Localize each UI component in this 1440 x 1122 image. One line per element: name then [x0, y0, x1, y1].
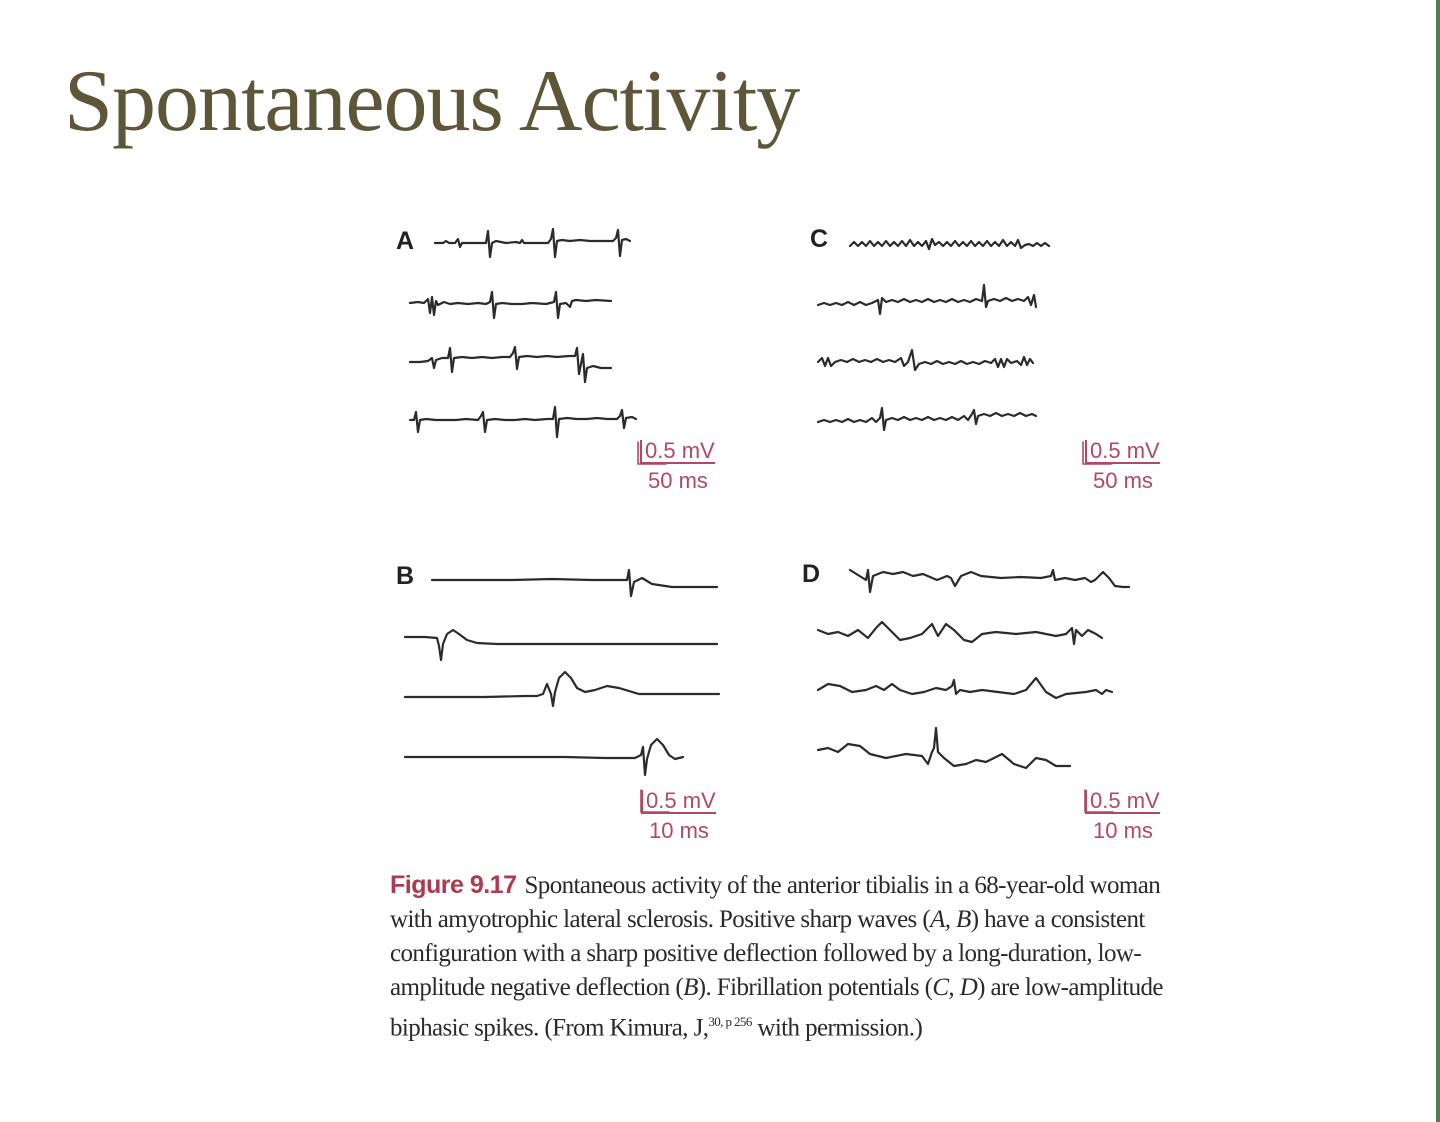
caption-ref-b: B — [683, 974, 698, 1001]
caption-ref-cd: C, D — [932, 974, 978, 1001]
panel-c-traces — [818, 239, 1111, 464]
panel-a-label: A — [396, 227, 415, 255]
panel-b-scale-time: 10 ms — [649, 818, 709, 843]
caption-text-5: with permission.) — [751, 1014, 923, 1042]
panel-d-traces — [818, 570, 1129, 812]
panel-a-scale-time: 50 ms — [648, 468, 708, 493]
figure-number: Figure 9.17 — [390, 871, 517, 899]
caption-text-2: ) have a consistent configuration with a sharp positive deflection followed by a long-duration, low-amplitude negative deflection ( — [390, 906, 1145, 1001]
caption-citation: 30, p 256 — [708, 1014, 752, 1029]
panel-a-scale-voltage: 0.5 mV — [640, 440, 715, 464]
caption-ref-ab: A, B — [930, 906, 971, 933]
panel-b-scale-voltage: 0.5 mV — [641, 790, 716, 814]
emg-traces — [390, 210, 1190, 860]
caption-text-4: ) are low-amplitude biphasic spikes. (From Kimura, J, — [390, 974, 1163, 1042]
panel-c-label: C — [810, 225, 829, 253]
panel-a-traces — [410, 229, 666, 464]
panel-b-label: B — [396, 562, 415, 590]
panel-a-scale — [640, 436, 715, 496]
panel-b-traces — [405, 570, 719, 812]
panel-b-scale — [641, 786, 716, 846]
caption-text-3: ). Fibrillation potentials ( — [697, 974, 933, 1001]
panel-c-scale-voltage: 0.5 mV — [1085, 440, 1160, 464]
panel-c-scale-time: 50 ms — [1093, 468, 1153, 493]
figure-caption — [390, 868, 1190, 1045]
panel-d-scale — [1085, 786, 1160, 846]
panel-d-scale-voltage: 0.5 mV — [1085, 790, 1160, 814]
slide-title: Spontaneous Activity — [64, 53, 800, 150]
panel-c-scale — [1085, 436, 1160, 496]
caption-text-1: Spontaneous activity of the anterior tibialis in a 68-year-old woman with amyotrophic lateral sclerosis. Positive sharp waves ( — [390, 872, 1161, 933]
emg-figure — [390, 210, 1190, 860]
panel-d-scale-time: 10 ms — [1093, 818, 1153, 843]
slide-right-border — [1436, 0, 1440, 1122]
panel-d-label: D — [802, 560, 821, 588]
